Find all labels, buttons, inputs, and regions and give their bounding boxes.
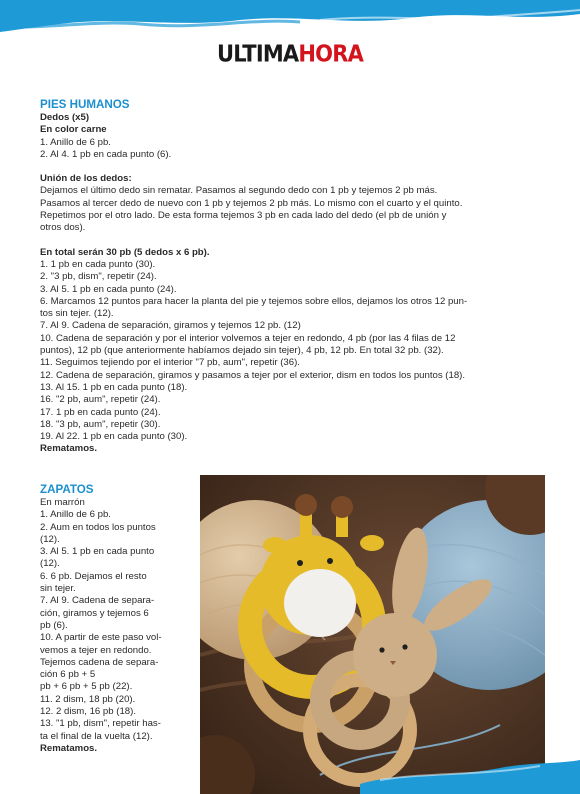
total-line: 6. Marcamos 12 puntos para hacer la planta del pie y tejemos sobre ellos, dejamos los otros 12 pun- <box>40 295 468 307</box>
zapatos-line: Tejemos cadena de separa- <box>40 656 159 668</box>
zapatos-title: ZAPATOS <box>40 483 94 496</box>
zapatos-line: En marrón <box>40 497 85 508</box>
total-line: 12. Cadena de separación, giramos y pasamos a tejer por el exterior, dism en todos los puntos (18). <box>40 369 466 381</box>
dedos-heading: Dedos (x5) <box>40 112 90 123</box>
total-line: 18. "3 pb, aum", repetir (30). <box>40 418 161 430</box>
dedos-step: 1. Anillo de 6 pb. <box>40 136 111 148</box>
zapatos-line: sin tejer. <box>40 583 76 595</box>
union-line: Dejamos el último dedo sin rematar. Pasamos al segundo dedo con 1 pb y tejemos 2 pb más. <box>40 185 438 197</box>
pies-closing: Rematamos. <box>40 443 98 455</box>
zapatos-line: pb + 6 pb + 5 pb (22). <box>40 681 133 693</box>
total-line: 10. Cadena de separación y por el interior volvemos a tejer en redondo, 4 pb (por las 4 filas de 12 <box>40 332 456 344</box>
zapatos-line: 6. 6 pb. Dejamos el resto <box>40 570 147 582</box>
zapatos-line: ción, giramos y tejemos 6 <box>40 607 149 619</box>
total-line: puntos), 12 pb (que anteriormente habíamos dejado sin tejer), 4 pb, 12 pb. En total 32 pb. (32). <box>40 345 444 357</box>
logo-part-hora: HORA <box>298 40 364 68</box>
zapatos-line: ción 6 pb + 5 <box>40 669 96 681</box>
union-line: Repetimos por el otro lado. De esta forma tejemos 3 pb en cada lado del dedo (el pb de unión y <box>40 210 447 222</box>
zapatos-line: 12. 2 dism, 16 pb (18). <box>40 706 136 718</box>
pies-humanos-section <box>40 98 545 456</box>
zapatos-line: 10. A partir de este paso vol- <box>40 632 162 644</box>
zapatos-line: (12). <box>40 558 60 570</box>
zapatos-line: 1. Anillo de 6 pb. <box>40 509 111 521</box>
amigurumi-illustration <box>200 475 545 794</box>
zapatos-section <box>40 483 190 755</box>
total-line: 11. Seguimos tejiendo por el interior "7 pb, aum", repetir (36). <box>40 357 300 369</box>
union-line: Pasamos al tercer dedo de nuevo con 1 pb y tejemos 2 pb más. Lo mismo con el cuarto y el quinto. <box>40 197 463 209</box>
zapatos-line: 2. Aum en todos los puntos <box>40 521 156 533</box>
total-line: 1. 1 pb en cada punto (30). <box>40 258 156 270</box>
total-line: 17. 1 pb en cada punto (24). <box>40 406 161 418</box>
total-line: 2. "3 pb, dism", repetir (24). <box>40 271 157 283</box>
total-line: 7. Al 9. Cadena de separación, giramos y tejemos 12 pb. (12) <box>40 320 301 332</box>
total-heading: En total serán 30 pb (5 dedos x 6 pb). <box>40 246 210 258</box>
dedos-step: 2. Al 4. 1 pb en cada punto (6). <box>40 148 172 160</box>
total-line: tos sin tejer. (12). <box>40 308 114 320</box>
color-heading: En color carne <box>40 124 107 136</box>
union-heading: Unión de los dedos: <box>40 173 132 185</box>
zapatos-line: 3. Al 5. 1 pb en cada punto <box>40 546 155 558</box>
zapatos-line: ta el final de la vuelta (12). <box>40 730 153 742</box>
zapatos-line: (12). <box>40 533 60 545</box>
zapatos-line: 7. Al 9. Cadena de separa- <box>40 595 155 607</box>
zapatos-line: pb (6). <box>40 619 68 631</box>
union-line: otros dos). <box>40 222 86 234</box>
top-brush-wave <box>0 0 580 40</box>
pies-title: PIES HUMANOS <box>40 98 130 111</box>
ultimahora-logo <box>0 41 580 67</box>
total-line: 13. Al 15. 1 pb en cada punto (18). <box>40 381 188 393</box>
bottom-brush-wave <box>360 754 580 794</box>
total-line: 16. "2 pb, aum", repetir (24). <box>40 394 161 406</box>
zapatos-line: 11. 2 dism, 18 pb (20). <box>40 693 136 705</box>
zapatos-line: 13. "1 pb, dism", repetir has- <box>40 718 161 730</box>
total-line: 19. Al 22. 1 pb en cada punto (30). <box>40 431 188 443</box>
zapatos-closing: Rematamos. <box>40 742 98 754</box>
total-line: 3. Al 5. 1 pb en cada punto (24). <box>40 283 177 295</box>
amigurumi-photo <box>200 475 545 794</box>
zapatos-line: vemos a tejer en redondo. <box>40 644 152 656</box>
logo-part-ultima: ULTIMA <box>216 40 299 68</box>
